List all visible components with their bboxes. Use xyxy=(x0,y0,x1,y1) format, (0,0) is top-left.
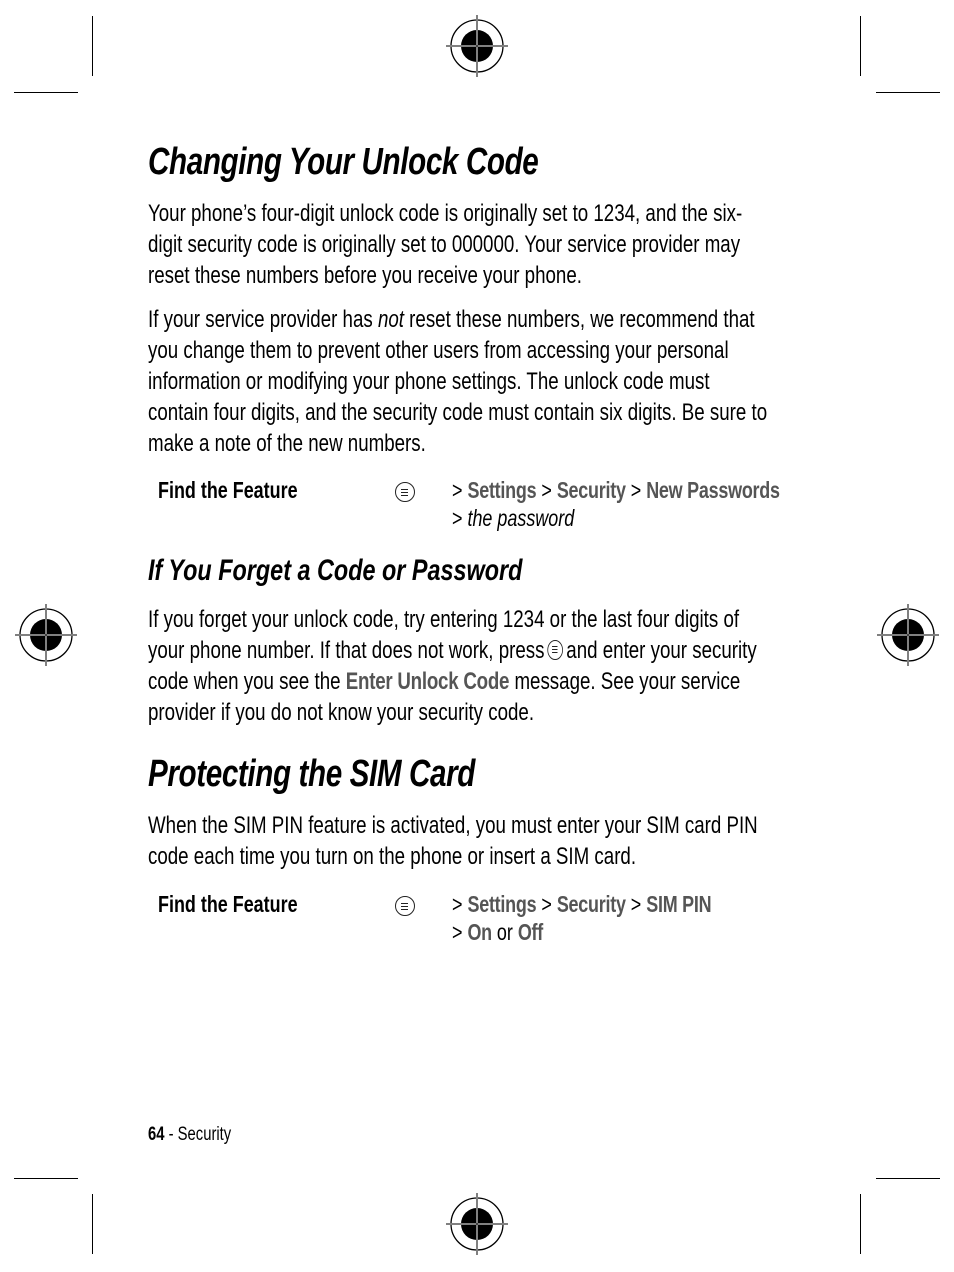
registration-mark-icon xyxy=(446,15,508,77)
menu-item-sim-pin: SIM PIN xyxy=(646,891,712,917)
menu-item-security: Security xyxy=(556,477,626,503)
menu-item-settings: Settings xyxy=(467,891,537,917)
crop-mark xyxy=(876,1178,940,1179)
menu-item-settings: Settings xyxy=(467,477,537,503)
crop-mark xyxy=(92,16,93,76)
paragraph-sim-pin: When the SIM PIN feature is activated, you must enter your SIM card PIN code each time you turn on the phone or insert a SIM card. xyxy=(148,812,758,870)
page-number: 64 xyxy=(148,1124,165,1145)
registration-mark-icon xyxy=(15,604,77,666)
crop-mark xyxy=(14,92,78,93)
registration-mark-icon xyxy=(446,1193,508,1255)
footer-section-name: Security xyxy=(177,1124,232,1145)
menu-item-new-passwords: New Passwords xyxy=(646,477,780,503)
find-feature-label: Find the Feature xyxy=(158,891,298,917)
section-title-forget-code: If You Forget a Code or Password xyxy=(148,554,523,587)
menu-item-off: Off xyxy=(517,919,544,945)
crop-mark xyxy=(14,1178,78,1179)
paragraph-forget-code: If you forget your unlock code, try entering 1234 or the last four digits of your phone number. If that does not work, press and enter your security code when you see the Enter Unlock Code message. See your service provider if you do not know your security code. xyxy=(148,606,757,726)
paragraph-reset-recommendation: If your service provider has not reset these numbers, we recommend that you change them to prevent other users from accessing your personal information or modifying your phone settings. The unlock code must contain four digits, and the security code must contain six digits. Be sure to make a note of the new numbers. xyxy=(148,306,768,457)
find-feature-label: Find the Feature xyxy=(158,477,298,503)
display-text-enter-unlock-code: Enter Unlock Code xyxy=(345,668,510,695)
menu-item-security: Security xyxy=(556,891,626,917)
menu-key-icon xyxy=(395,482,415,502)
crop-mark xyxy=(876,92,940,93)
section-title-unlock-code: Changing Your Unlock Code xyxy=(148,141,539,183)
menu-key-icon xyxy=(395,896,415,916)
menu-path-sim-pin: > Settings > Security > SIM PIN > On or Off xyxy=(452,891,712,945)
crop-mark xyxy=(860,16,861,76)
crop-mark xyxy=(860,1194,861,1254)
paragraph-unlock-code-defaults: Your phone’s four-digit unlock code is originally set to 1234, and the six-digit security code is originally set to 000000. Your service provider may reset these numbers before you receive your phone. xyxy=(148,200,743,289)
menu-path-new-passwords: > Settings > Security > New Passwords > the password xyxy=(452,477,780,531)
menu-item-the-password: the password xyxy=(467,505,575,531)
section-title-protecting-sim: Protecting the SIM Card xyxy=(148,753,475,795)
menu-key-icon xyxy=(548,640,564,660)
menu-item-on: On xyxy=(467,919,492,945)
crop-mark xyxy=(92,1194,93,1254)
page-footer: 64 - Security xyxy=(148,1124,232,1145)
